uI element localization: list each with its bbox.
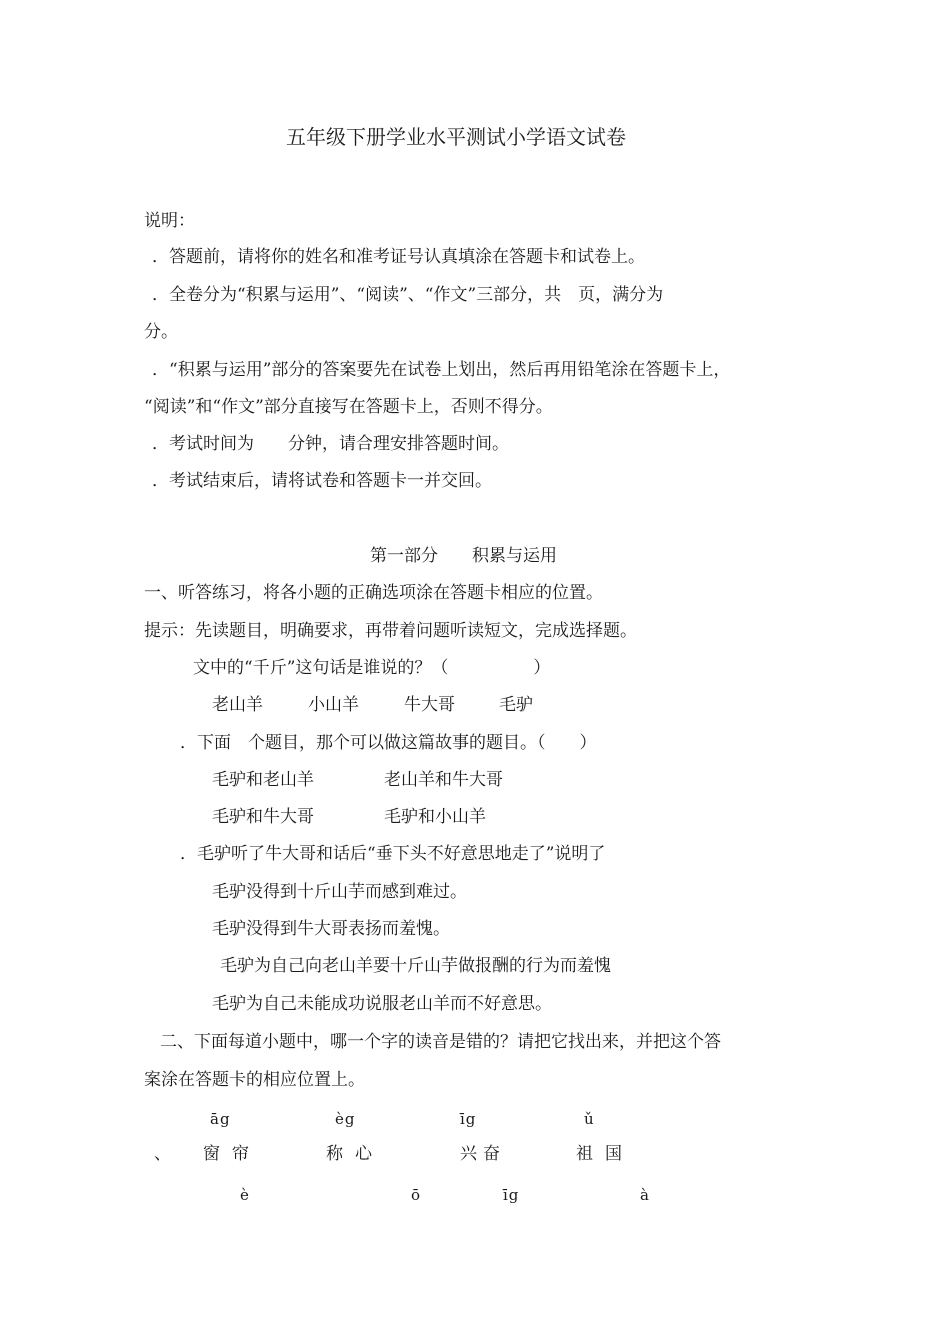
answer-option: 毛驴为自己未能成功说服老山羊而不好意思。: [212, 994, 552, 1014]
answer-option: 老山羊和牛大哥: [384, 770, 503, 790]
question-stem: ．下面 个题目，那个可以做这篇故事的题目。（ ）: [180, 733, 597, 753]
answer-option: 毛驴为自己向老山羊要十斤山芋做报酬的行为而羞愧: [220, 956, 611, 976]
answer-option: 毛驴和牛大哥: [212, 807, 314, 827]
page-title: 五年级下册学业水平测试小学语文试卷: [286, 125, 626, 149]
answer-option: 毛驴和小山羊: [384, 807, 486, 827]
section-hint: 提示：先读题目，明确要求，再带着问题听读短文，完成选择题。: [144, 621, 637, 641]
note-line: ．“积累与运用”部分的答案要先在试卷上划出，然后再用铅笔涂在答题卡上，: [152, 360, 731, 380]
word-item: 兴奋: [460, 1144, 506, 1164]
pinyin-bottom: ō: [411, 1186, 422, 1204]
notes-heading: 说明：: [144, 211, 195, 231]
pinyin-bottom: à: [640, 1186, 650, 1204]
pinyin-top: èg: [335, 1110, 356, 1128]
part-heading: 第一部分 积累与运用: [370, 546, 557, 566]
section-heading-continued: 案涂在答题卡的相应位置上。: [144, 1070, 365, 1090]
pinyin-bottom: īg: [503, 1186, 520, 1204]
answer-option: 牛大哥: [404, 695, 455, 715]
answer-option: 小山羊: [308, 695, 359, 715]
note-line: ．答题前，请将你的姓名和准考证号认真填涂在答题卡和试卷上。: [152, 247, 645, 267]
word-item: 称心: [326, 1144, 384, 1164]
question-stem: 文中的“千斤”这句话是谁说的？（ ）: [193, 658, 551, 678]
answer-option: 毛驴: [499, 695, 533, 715]
section-heading: 一、听答练习，将各小题的正确选项涂在答题卡相应的位置。: [144, 583, 603, 603]
note-line: 分。: [144, 322, 178, 342]
note-line: “阅读”和“作文”部分直接写在答题卡上，否则不得分。: [144, 397, 553, 417]
answer-option: 毛驴没得到十斤山芋而感到难过。: [212, 882, 467, 902]
answer-option: 毛驴没得到牛大哥表扬而羞愧。: [212, 919, 450, 939]
note-line: ．考试时间为 分钟，请合理安排答题时间。: [152, 434, 509, 454]
answer-option: 老山羊: [212, 695, 263, 715]
pinyin-top: īg: [460, 1110, 477, 1128]
note-line: ．考试结束后，请将试卷和答题卡一并交回。: [152, 471, 492, 491]
section-heading: 二、下面每道小题中，哪一个字的读音是错的？请把它找出来，并把这个答: [160, 1032, 721, 1052]
pinyin-top: āg: [210, 1110, 231, 1128]
word-item: 窗帘: [203, 1144, 261, 1164]
word-item: 祖国: [576, 1144, 634, 1164]
question-stem: ．毛驴听了牛大哥和话后“垂下头不好意思地走了”说明了: [180, 844, 606, 864]
pinyin-bottom: è: [240, 1186, 250, 1204]
note-line: ．全卷分为“积累与运用”、“阅读”、“作文”三部分，共 页，满分为: [152, 285, 664, 305]
answer-option: 毛驴和老山羊: [212, 770, 314, 790]
item-marker: 、: [154, 1144, 171, 1164]
pinyin-top: ǔ: [584, 1110, 595, 1128]
